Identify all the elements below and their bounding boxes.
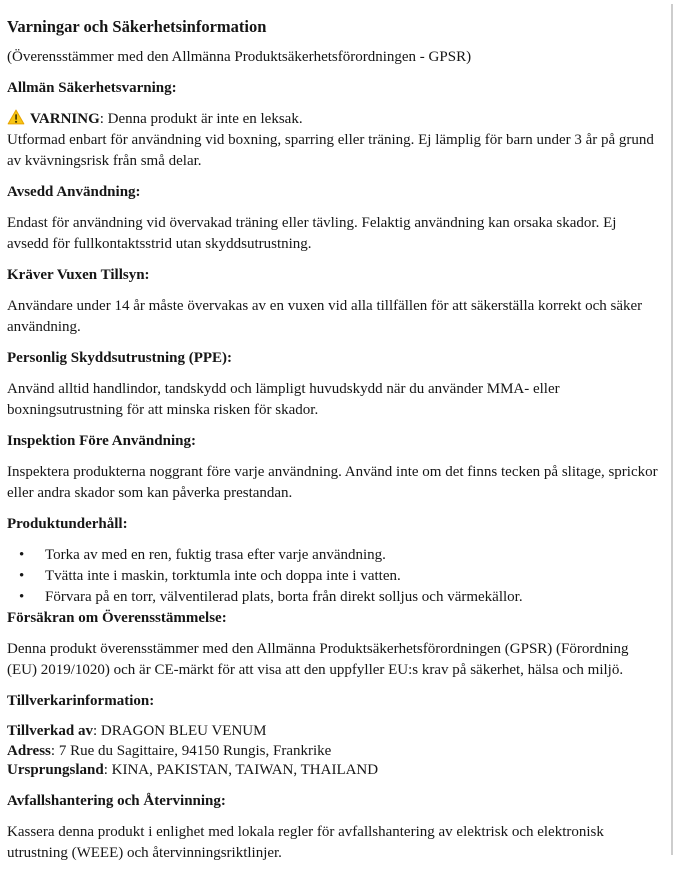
ppe-body: Använd alltid handlindor, tandskydd och lämpligt huvudskydd när du använder MMA- eller boxningsutrustning för att minska risken för skador. <box>7 381 560 418</box>
list-item-text: Torka av med en ren, fuktig trasa efter varje användning. <box>45 547 386 563</box>
section-heading-declaration: Försäkran om Överensstämmelse: <box>7 610 227 626</box>
warning-label: VARNING <box>30 111 100 127</box>
origin-line <box>7 761 659 781</box>
origin-value: : KINA, PAKISTAN, TAIWAN, THAILAND <box>103 762 379 778</box>
maintenance-bullet-list <box>7 545 659 608</box>
section-heading-disposal: Avfallshantering och Återvinning: <box>7 792 226 809</box>
section-heading-ppe: Personlig Skyddsutrustning (PPE): <box>7 350 233 366</box>
manufacturer-info-block <box>7 722 659 781</box>
section-heading-inspection: Inspektion Före Användning: <box>7 433 196 449</box>
intended-use-body: Endast för användning vid övervakad träning eller tävling. Felaktig användning kan orsaka skador. Ej avsedd för fullkontaktsstrid utan skyddsutrustning. <box>7 215 617 252</box>
list-item <box>7 587 659 608</box>
list-item-text: Tvätta inte i maskin, torktumla inte och doppa inte i vatten. <box>45 568 401 584</box>
bullet-icon: • <box>19 589 25 605</box>
manufacturer-label: Tillverkad av <box>7 723 93 739</box>
warning-triangle-icon <box>7 109 25 125</box>
address-value: : 7 Rue du Sagittaire, 94150 Rungis, Frankrike <box>50 742 332 759</box>
warning-statement <box>7 109 659 130</box>
section-heading-intended-use: Avsedd Användning: <box>7 184 141 200</box>
bullet-icon: • <box>19 547 25 563</box>
address-line <box>7 742 659 762</box>
page-title: Varningar och Säkerhetsinformation <box>7 17 267 36</box>
general-warning-body: Utformad enbart för användning vid boxning, sparring eller träning. Ej lämplig för barn under 3 år på grund av kvävningsrisk från små delar. <box>7 132 654 169</box>
warning-text: : Denna produkt är inte en leksak. <box>99 111 303 127</box>
section-heading-manufacturer: Tillverkarinformation: <box>7 693 155 709</box>
section-heading-general-warning: Allmän Säkerhetsvarning: <box>7 80 177 96</box>
list-item <box>7 545 659 566</box>
bullet-icon: • <box>19 568 25 584</box>
declaration-body: Denna produkt överensstämmer med den Allmänna Produktsäkerhetsförordningen (GPSR) (Förordning (EU) 2019/1020) och är CE-märkt för att visa att den uppfyller EU:s krav på säkerhet, hälsa och miljö. <box>7 641 629 678</box>
list-item-text: Förvara på en torr, välventilerad plats, borta från direkt solljus och värmekällor. <box>45 589 523 605</box>
adult-supervision-body: Användare under 14 år måste övervakas av en vuxen vid alla tillfällen för att säkerställa korrekt och säker användning. <box>7 298 643 335</box>
address-label: Adress <box>7 742 51 759</box>
manufacturer-value: : DRAGON BLEU VENUM <box>93 723 267 739</box>
list-item <box>7 566 659 587</box>
manufacturer-line <box>7 722 659 742</box>
right-edge-rule <box>671 4 673 855</box>
section-heading-adult-supervision: Kräver Vuxen Tillsyn: <box>7 267 150 283</box>
disposal-body: Kassera denna produkt i enlighet med lokala regler för avfallshantering av elektrisk och elektronisk utrustning (WEEE) och återvinningsriktlinjer. <box>7 823 604 861</box>
section-heading-maintenance: Produktunderhåll: <box>7 516 128 532</box>
inspection-body: Inspektera produkterna noggrant före varje användning. Använd inte om det finns tecken på slitage, sprickor eller andra skador som kan påverka prestandan. <box>7 464 658 501</box>
origin-label: Ursprungsland <box>7 762 104 778</box>
gpsr-compliance-subtitle: (Överensstämmer med den Allmänna Produktsäkerhetsförordningen - GPSR) <box>7 49 472 65</box>
